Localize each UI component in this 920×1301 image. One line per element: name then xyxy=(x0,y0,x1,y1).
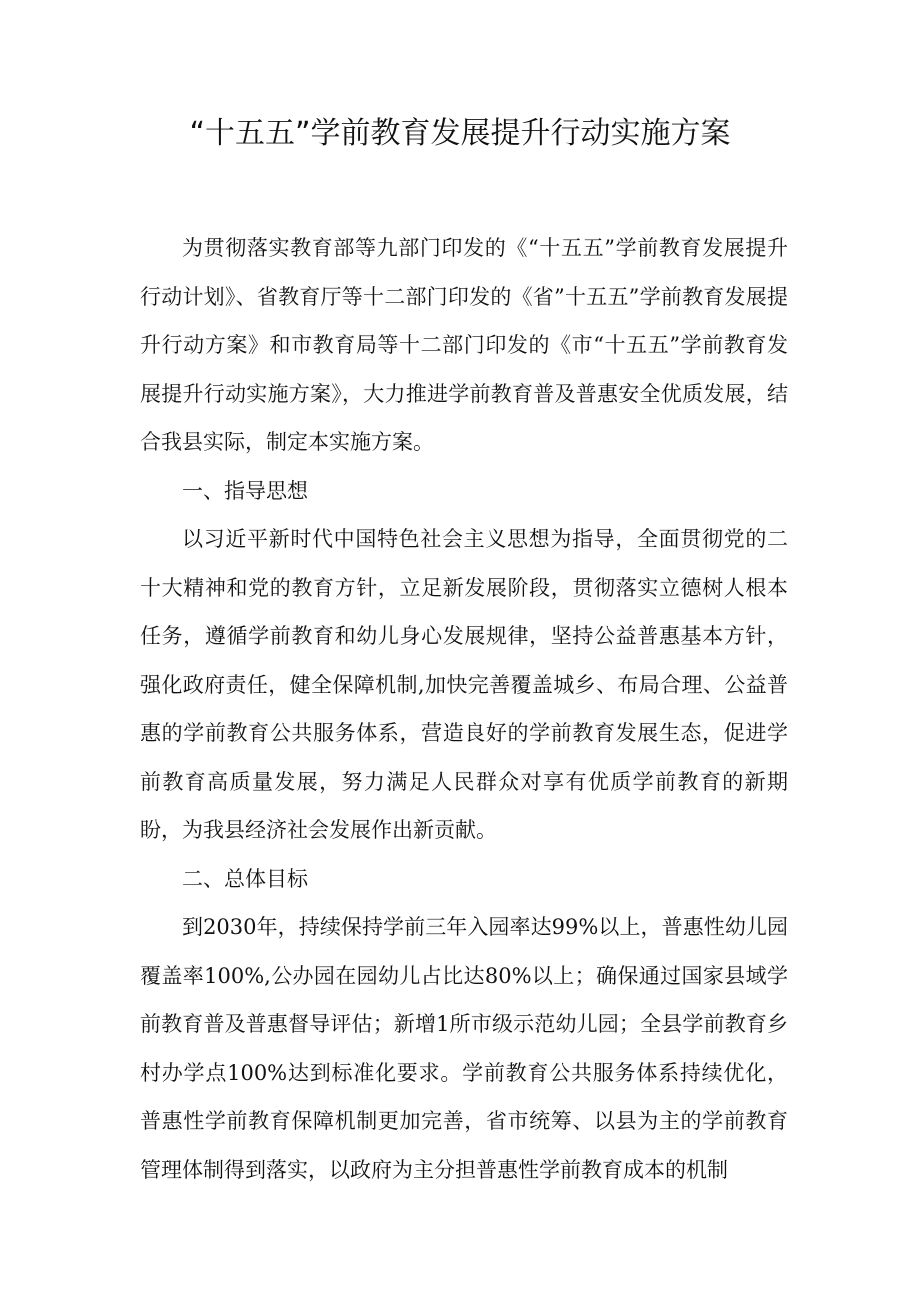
section-heading-guiding-ideology: 一、指导思想 xyxy=(182,478,308,503)
intro-paragraph: 为贯彻落实教育部等九部门印发的《“十五五”学前教育发展提升行动计划》、省教育厅等十二部门印发的《省”十五五”学前教育发展提升行动方案》和市教育局等十二部门印发的《市“十五五”学前教育发展提升行动实施方案》，大力推进学前教育普及普惠安全优质发展，结合我县实际，制定本实施方案。 xyxy=(140,236,788,454)
section-heading-overall-goals: 二、总体目标 xyxy=(182,866,308,891)
document-body xyxy=(140,224,788,1194)
overall-goals-paragraph: 到2030年，持续保持学前三年入园率达99%以上，普惠性幼儿园覆盖率100%,公办园在园幼儿占比达80%以上；确保通过国家县域学前教育普及普惠督导评估；新增1所市级示范幼儿园；全县学前教育乡村办学点100%达到标准化要求。学前教育公共服务体系持续优化，普惠性学前教育保障机制更加完善，省市统筹、以县为主的学前教育管理体制得到落实，以政府为主分担普惠性学前教育成本的机制 xyxy=(140,915,788,1182)
document-title: “十五五”学前教育发展提升行动实施方案 xyxy=(189,116,731,151)
guiding-ideology-paragraph: 以习近平新时代中国特色社会主义思想为指导，全面贯彻党的二十大精神和党的教育方针，立足新发展阶段，贯彻落实立德树人根本任务，遵循学前教育和幼儿身心发展规律，坚持公益普惠基本方针，强化政府责任，健全保障机制,加快完善覆盖城乡、布局合理、公益普惠的学前教育公共服务体系，营造良好的学前教育发展生态，促进学前教育高质量发展，努力满足人民群众对享有优质学前教育的新期盼，为我县经济社会发展作出新贡献。 xyxy=(140,527,788,842)
